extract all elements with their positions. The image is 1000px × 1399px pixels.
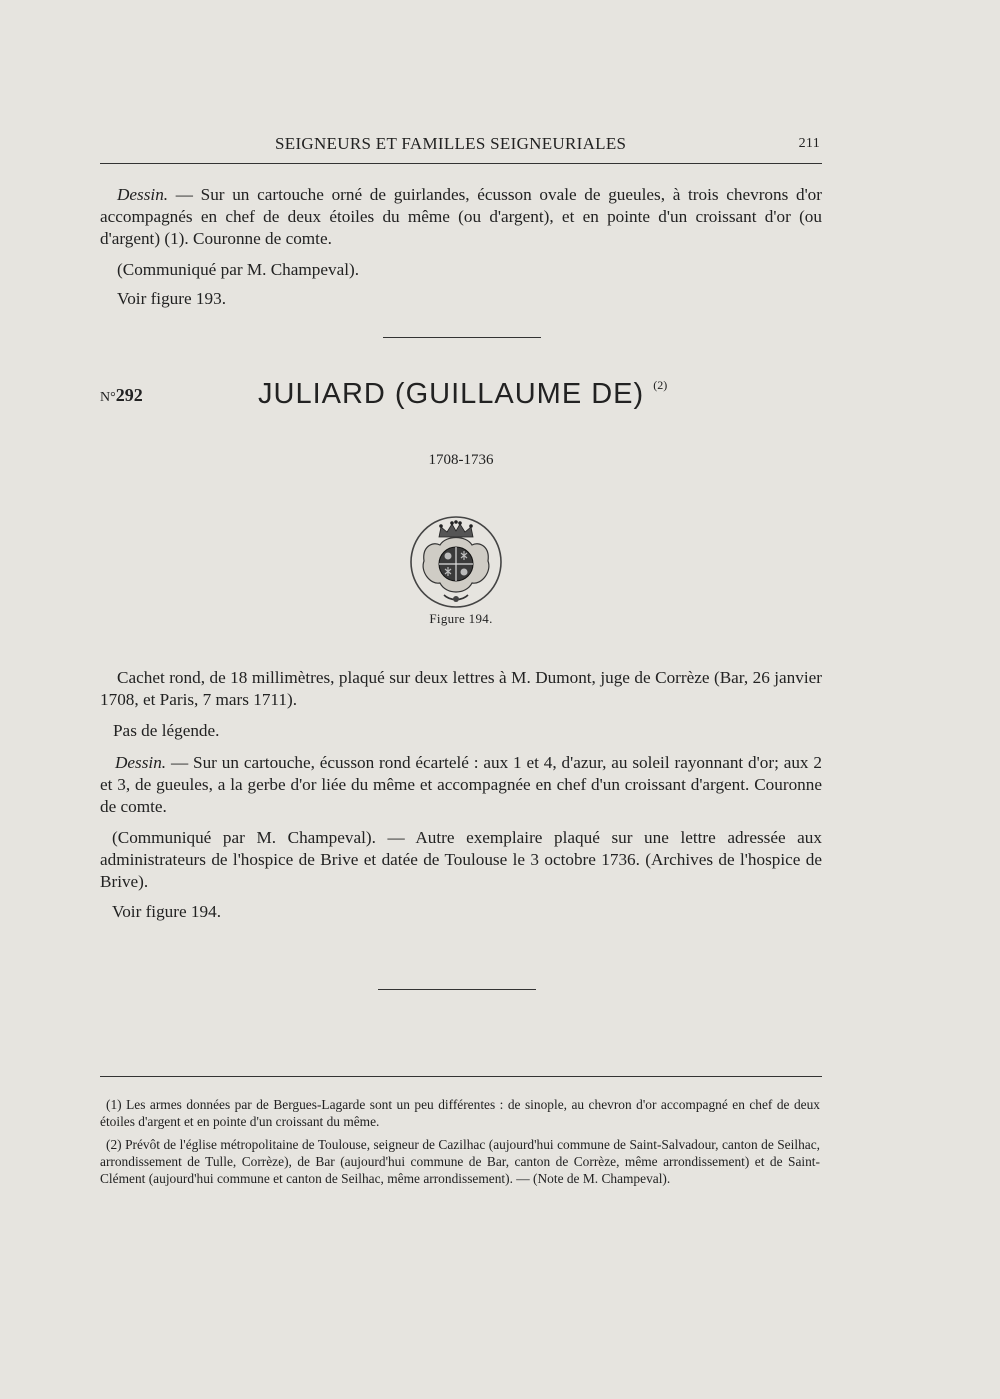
prev-dessin-text: — Sur un cartouche orné de guirlandes, écusson ovale de gueules, à trois chevrons d'or accompagnés en chef de deux étoiles du même (ou d'argent), et en pointe d'un croissant d'or (ou d'argent) (1). Couronne de comte. — [100, 185, 822, 248]
running-title: SEIGNEURS ET FAMILLES SEIGNEURIALES — [275, 134, 627, 153]
prev-communique: (Communiqué par M. Champeval). — [117, 260, 360, 279]
legende: Pas de légende. — [113, 721, 220, 740]
entry-name: JULIARD (GUILLAUME DE) — [258, 378, 645, 410]
entry-number-prefix: N° — [100, 390, 116, 405]
voir-figure: Voir figure 194. — [112, 902, 221, 921]
footnote-rule — [100, 1076, 822, 1077]
seal-illustration — [406, 513, 506, 608]
footnote-1: (1) Les armes données par de Bergues-Lagarde sont un peu différentes : de sinople, au chevron d'or accompagné en chef de deux étoiles d'argent et en pointe d'un croissant du même. — [100, 1097, 820, 1129]
footnote-2: (2) Prévôt de l'église métropolitaine de Toulouse, seigneur de Cazilhac (aujourd'hui commune de Saint-Salvadour, canton de Seilhac, arrondissement de Tulle, Corrèze), de Bar (aujourd'hui commune de Bar, canton de Corrèze, même arrondissement) et de Saint-Clément (aujourd'hui commune et canton de Seilhac, même arrondissement). — (Note de M. Champeval). — [100, 1137, 820, 1186]
prev-dessin-label: Dessin. — [117, 185, 169, 204]
entry-title — [258, 378, 667, 411]
cachet-description: Cachet rond, de 18 millimètres, plaqué sur deux lettres à M. Dumont, juge de Corrèze (Bar, 26 janvier 1708, et Paris, 7 mars 1711). — [100, 668, 822, 709]
entry-dates: 1708-1736 — [428, 452, 494, 468]
page-number: 211 — [798, 136, 820, 151]
dessin-label: Dessin. — [115, 753, 167, 772]
entry-name-note: (2) — [653, 378, 668, 392]
section-divider-end — [378, 989, 536, 990]
figure-caption: Figure 194. — [429, 611, 493, 626]
dessin-paragraph — [100, 752, 822, 818]
section-divider — [383, 337, 541, 338]
dessin-text: — Sur un cartouche, écusson rond écartelé : aux 1 et 4, d'azur, au soleil rayonnant d'or; aux 2 et 3, de gueules, a la gerbe d'or liée du même et accompagnée en chef d'un croissant d'argent. Couronne de comte. — [100, 753, 822, 816]
communique-paragraph: (Communiqué par M. Champeval). — Autre exemplaire plaqué sur une lettre adressée aux administrateurs de l'hospice de Brive et datée de Toulouse le 3 octobre 1736. (Archives de l'hospice de Brive). — [100, 828, 822, 891]
prev-dessin-paragraph — [100, 184, 822, 250]
prev-voir-figure: Voir figure 193. — [117, 289, 226, 308]
entry-number-value: 292 — [115, 385, 143, 405]
entry-number — [100, 385, 143, 406]
running-header — [100, 134, 820, 156]
header-rule — [100, 163, 822, 164]
